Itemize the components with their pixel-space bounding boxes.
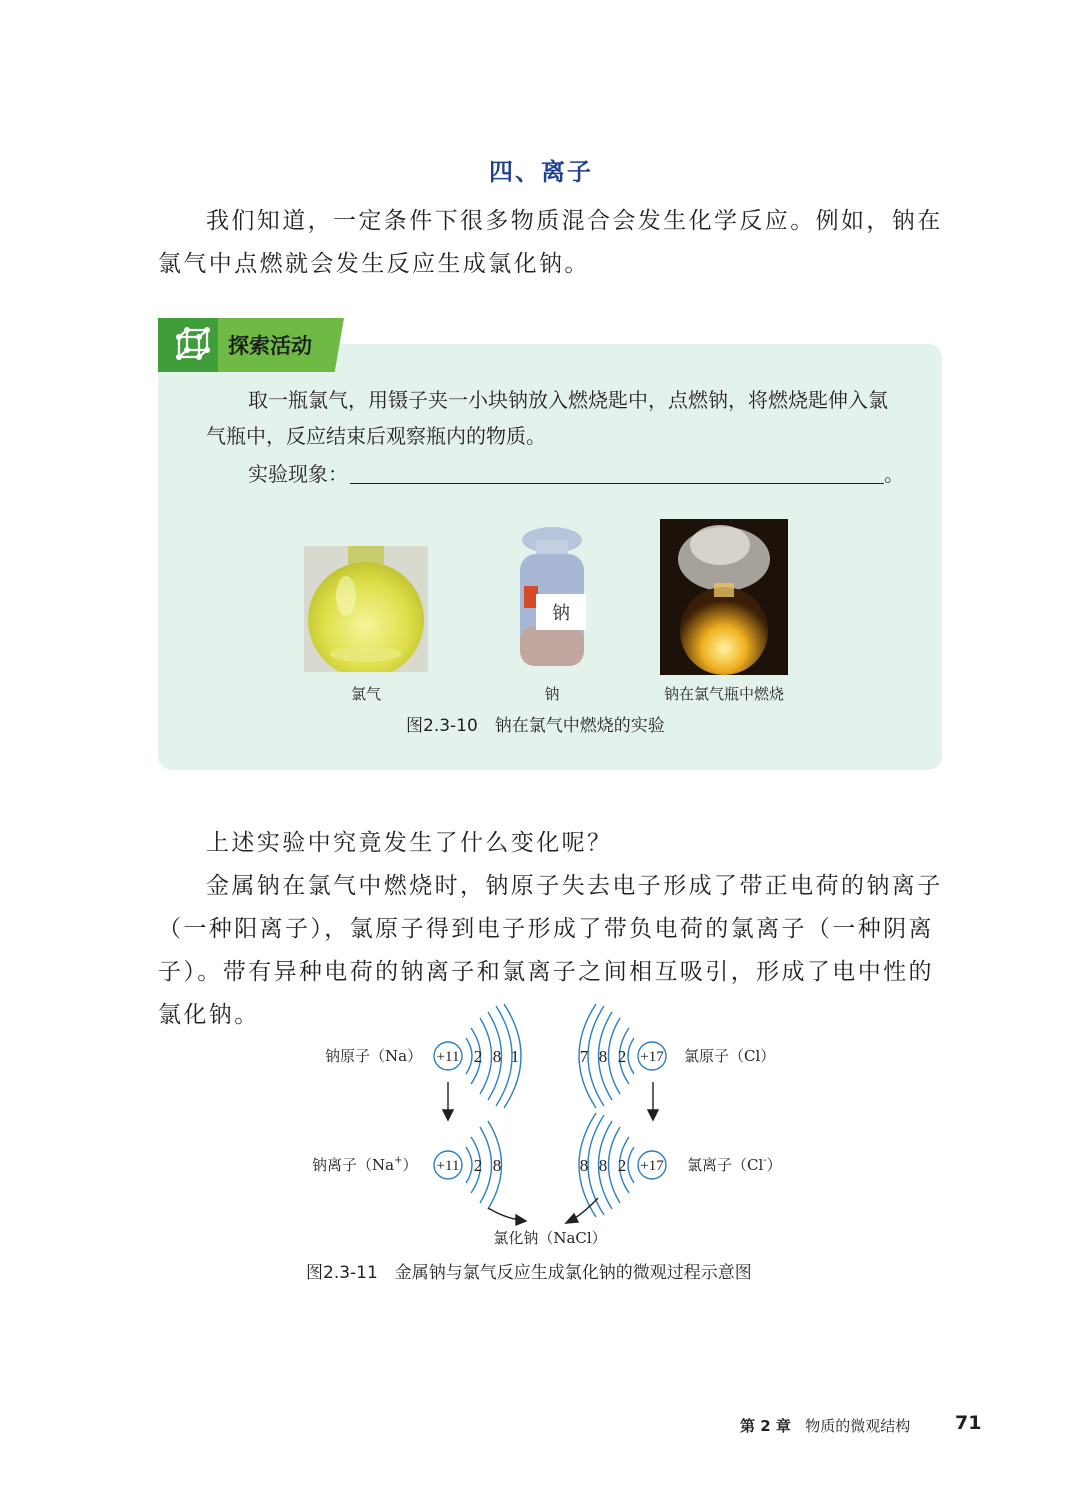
cl-ion-shell-3: 8 [579, 1156, 589, 1175]
footer-chapter [740, 1415, 910, 1436]
cube-network-icon [172, 324, 214, 366]
sodium-bottle-photo [510, 526, 594, 672]
section-title: 四、离子 [489, 158, 593, 186]
cl-atom-shell-3: 7 [579, 1047, 589, 1066]
cl-ion-charge: +17 [640, 1158, 664, 1174]
observation-label: 实验现象： [248, 462, 348, 486]
cl-ion-shell-2: 8 [598, 1156, 608, 1175]
na-ion-shell-2: 8 [492, 1156, 502, 1175]
cl-atom-label: 氯原子（Cl） [684, 1047, 776, 1065]
photo-caption-burning: 钠在氯气瓶中燃烧 [663, 685, 784, 703]
na-atom-charge: +11 [436, 1049, 460, 1065]
na-ion-shell-1: 2 [473, 1156, 483, 1175]
na-ion-label: 钠离子（Na+） [312, 1155, 418, 1174]
product-label: 氯化钠（NaCl） [493, 1229, 607, 1247]
photo-caption-sodium: 钠 [544, 685, 560, 703]
chapter-title: 物质的微观结构 [805, 1417, 911, 1435]
explanation-paragraph: 金属钠在氯气中燃烧时，钠原子失去电子形成了带正电荷的钠离子（一种阳离子），氯原子得到电子形成了带负电荷的氯离子（一种阴离子）。带有异种电荷的钠离子和氯离子之间相互吸引，形成了电中性的氯化钠。 [158, 873, 943, 1028]
arrow-na-to-nacl [488, 1208, 520, 1220]
cl-ion-shell-1: 2 [617, 1156, 627, 1175]
na-atom-shell-3: 1 [510, 1047, 520, 1066]
figure-caption-2-3-10: 图2.3-10 钠在氯气中燃烧的实验 [406, 716, 665, 736]
chlorine-flask-photo [304, 546, 428, 672]
photo-caption-chlorine: 氯气 [350, 685, 381, 703]
cl-atom-shell-2: 8 [598, 1047, 608, 1066]
sodium-chloride-diagram [300, 1000, 820, 1260]
cl-ion-label: 氯离子（Cl-） [687, 1155, 782, 1174]
explore-label: 探索活动 [228, 334, 312, 358]
figure-caption-2-3-11: 图2.3-11 金属钠与氯气反应生成氯化钠的微观过程示意图 [306, 1263, 752, 1283]
cl-atom-shell-1: 2 [617, 1047, 627, 1066]
na-ion-charge: +11 [436, 1158, 460, 1174]
explore-instruction: 取一瓶氯气，用镊子夹一小块钠放入燃烧匙中，点燃钠，将燃烧匙伸入氯气瓶中，反应结束后观察瓶内的物质。 [206, 388, 888, 448]
observation-period: 。 [884, 462, 904, 486]
burning-photo [660, 519, 788, 675]
bottle-label: 钠 [552, 603, 570, 624]
page-number: 71 [955, 1412, 982, 1434]
intro-paragraph: 我们知道，一定条件下很多物质混合会发生化学反应。例如，钠在氯气中点燃就会发生反应生成氯化钠。 [158, 208, 943, 277]
cl-atom-charge: +17 [640, 1049, 664, 1065]
chapter-number: 第 2 章 [740, 1417, 791, 1435]
question-paragraph: 上述实验中究竟发生了什么变化呢？ [206, 830, 613, 856]
na-atom-label: 钠原子（Na） [325, 1047, 423, 1065]
na-atom-shell-2: 8 [492, 1047, 502, 1066]
na-atom-shell-1: 2 [473, 1047, 483, 1066]
observation-blank-line [350, 483, 884, 484]
